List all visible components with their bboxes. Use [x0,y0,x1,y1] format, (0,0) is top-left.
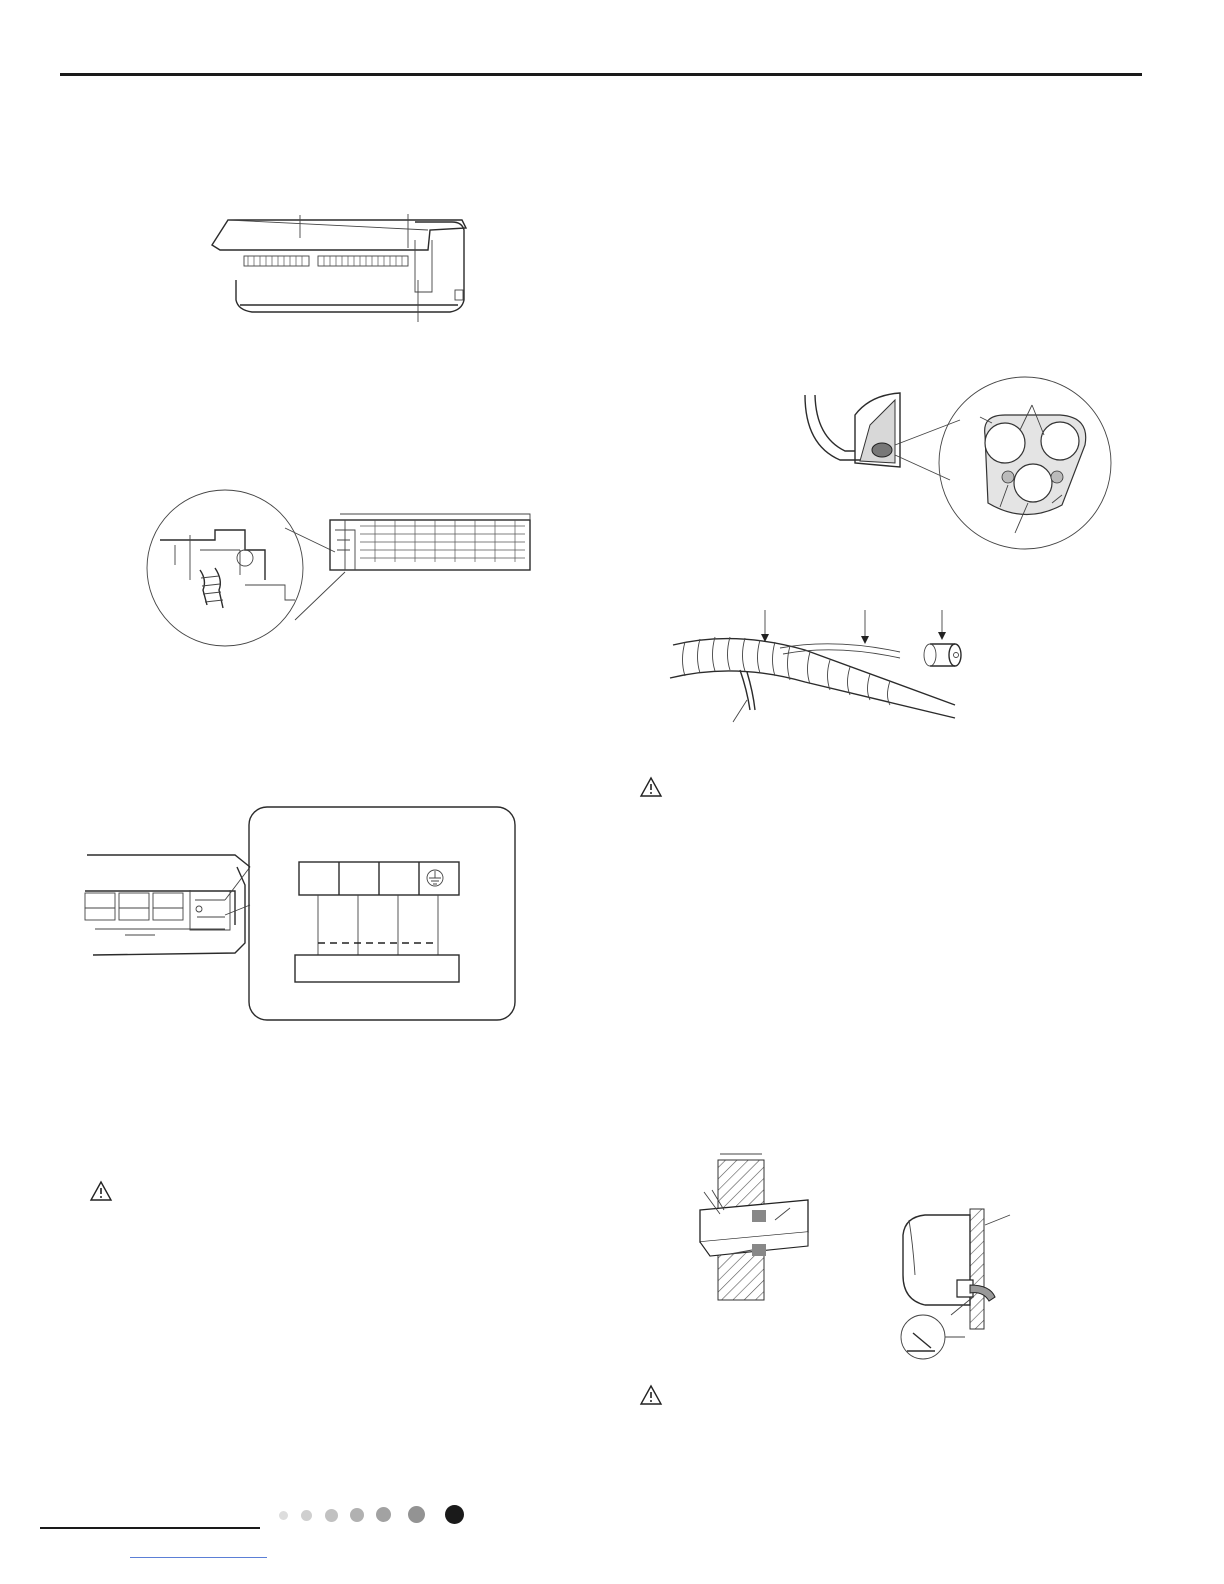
wiring-terminal-board-figure [85,805,520,1025]
progress-dot [376,1507,391,1522]
progress-dot [445,1505,464,1524]
warning-triangle-icon [640,777,662,797]
progress-dot [408,1506,425,1523]
wall-hole-sealing-figure [690,1150,840,1300]
progress-dot [325,1509,338,1522]
warning-triangle-icon [90,1181,112,1201]
footer-link-underline[interactable] [130,1557,267,1558]
indoor-unit-panel-open-figure [200,210,480,325]
progress-dot [301,1510,312,1521]
progress-dot [279,1511,288,1520]
footer-rule [40,1527,260,1529]
warning-triangle-icon [640,1385,662,1405]
pipe-connection-detail-figure [145,490,540,655]
progress-dot [350,1508,364,1522]
unit-mounted-on-wall-figure [895,1205,1025,1365]
pipe-wrapping-tape-figure [665,610,975,730]
pipe-bundle-cross-section-figure [800,375,1125,555]
header-rule [60,73,1142,76]
